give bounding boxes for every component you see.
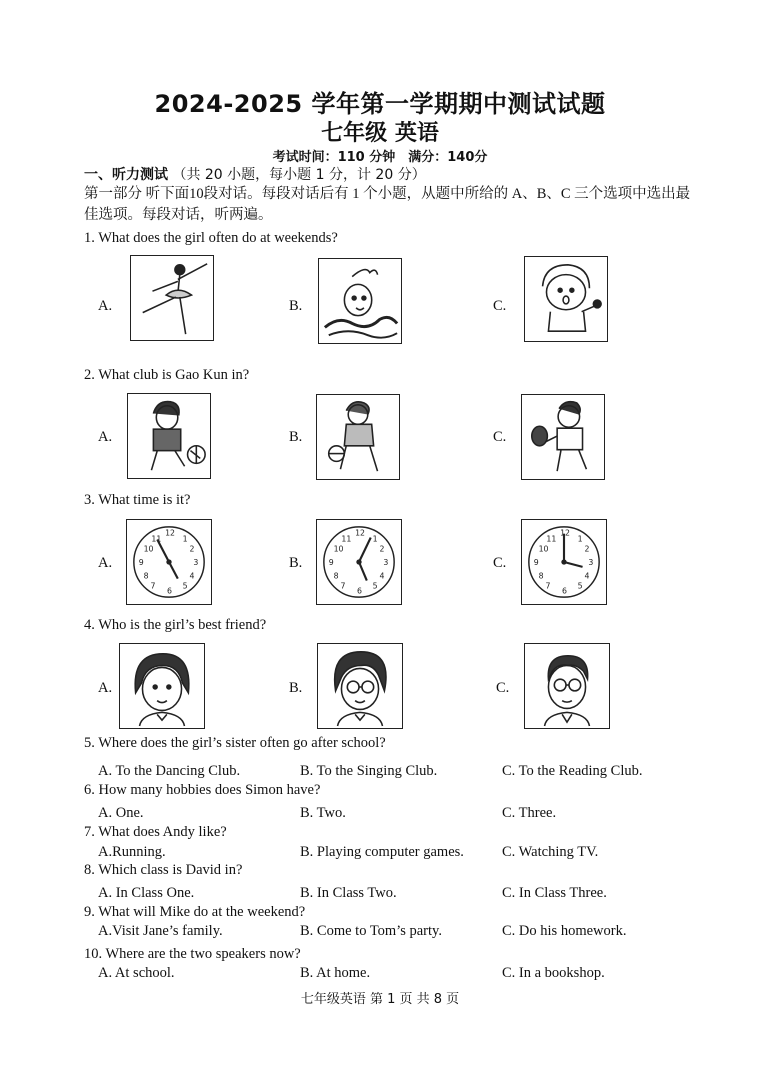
question-7: 7. What does Andy like? xyxy=(84,824,227,840)
option-label: A. xyxy=(98,298,113,314)
svg-text:11: 11 xyxy=(151,534,162,544)
option-c: C. In Class Three. xyxy=(502,885,607,901)
option-c: C. In a bookshop. xyxy=(502,965,605,981)
svg-text:5: 5 xyxy=(182,581,188,591)
section-heading: 一、听力测试 xyxy=(84,167,168,183)
option-label: C. xyxy=(493,429,507,445)
boy-football-icon xyxy=(127,393,211,479)
option-label: A. xyxy=(98,555,113,571)
svg-text:2: 2 xyxy=(189,544,195,554)
svg-text:5: 5 xyxy=(577,581,583,591)
svg-text:9: 9 xyxy=(328,557,334,567)
option-c: C. Watching TV. xyxy=(502,844,599,860)
option-b: B. To the Singing Club. xyxy=(300,763,438,779)
option-b: B. Playing computer games. xyxy=(300,844,464,860)
svg-text:12: 12 xyxy=(355,528,366,538)
question-2: 2. What club is Gao Kun in? xyxy=(84,367,250,383)
option-label: C. xyxy=(493,298,507,314)
svg-text:3: 3 xyxy=(193,557,199,567)
question-3: 3. What time is it? xyxy=(84,492,191,508)
svg-text:3: 3 xyxy=(383,557,389,567)
option-a: A. In Class One. xyxy=(98,885,195,901)
option-a: A.Running. xyxy=(98,844,166,860)
option-b: B. In Class Two. xyxy=(300,885,397,901)
svg-text:3: 3 xyxy=(588,557,594,567)
svg-text:7: 7 xyxy=(545,581,551,591)
option-label: B. xyxy=(289,555,303,571)
clock-icon xyxy=(521,519,607,605)
clock-icon xyxy=(126,519,212,605)
page-footer: 七年级英语 第 1 页 共 8 页 xyxy=(300,992,460,1007)
option-label: A. xyxy=(98,680,113,696)
option-label: A. xyxy=(98,429,113,445)
svg-text:11: 11 xyxy=(341,534,352,544)
option-label: C. xyxy=(496,680,510,696)
question-1: 1. What does the girl often do at weekends? xyxy=(84,230,338,246)
section-note: （共 20 小题，每小题 1 分，计 20 分） xyxy=(172,167,426,183)
svg-text:10: 10 xyxy=(143,544,154,554)
option-c: C. Do his homework. xyxy=(502,923,627,939)
svg-text:10: 10 xyxy=(538,544,549,554)
svg-text:6: 6 xyxy=(167,586,173,596)
svg-text:9: 9 xyxy=(533,557,539,567)
svg-text:4: 4 xyxy=(189,571,195,581)
svg-text:2: 2 xyxy=(379,544,385,554)
question-4: 4. Who is the girl’s best friend? xyxy=(84,617,267,633)
swimming-girl-icon xyxy=(318,258,402,344)
svg-text:6: 6 xyxy=(357,586,363,596)
option-a: A.Visit Jane’s family. xyxy=(98,923,223,939)
svg-text:8: 8 xyxy=(538,571,544,581)
question-9: 9. What will Mike do at the weekend? xyxy=(84,904,306,920)
svg-text:12: 12 xyxy=(165,528,176,538)
question-6: 6. How many hobbies does Simon have? xyxy=(84,782,321,798)
svg-text:6: 6 xyxy=(562,586,568,596)
option-label: B. xyxy=(289,680,303,696)
svg-text:4: 4 xyxy=(584,571,590,581)
svg-text:1: 1 xyxy=(182,534,188,544)
svg-text:7: 7 xyxy=(340,581,346,591)
option-a: A. To the Dancing Club. xyxy=(98,763,241,779)
boy-table-tennis-icon xyxy=(521,394,605,480)
girl-singing-icon xyxy=(524,256,608,342)
option-a: A. At school. xyxy=(98,965,175,981)
boy-basketball-icon xyxy=(316,394,400,480)
ballet-dancer-icon xyxy=(130,255,214,341)
exam-info: 考试时间：110 分钟 满分：140分 xyxy=(272,150,488,165)
option-b: B. Come to Tom’s party. xyxy=(300,923,442,939)
svg-text:1: 1 xyxy=(577,534,583,544)
svg-text:8: 8 xyxy=(143,571,149,581)
svg-text:1: 1 xyxy=(372,534,378,544)
clock-icon xyxy=(316,519,402,605)
option-b: B. At home. xyxy=(300,965,371,981)
option-label: C. xyxy=(493,555,507,571)
svg-text:11: 11 xyxy=(546,534,557,544)
svg-text:7: 7 xyxy=(150,581,156,591)
option-label: B. xyxy=(289,429,303,445)
svg-text:12: 12 xyxy=(560,528,571,538)
section-instructions: 第一部分 听下面10段对话。每段对话后有 1 个小题，从题中所给的 A、B、C 三个选项中选出最佳选项。每段对话，听两遍。 xyxy=(84,186,691,223)
svg-text:4: 4 xyxy=(379,571,385,581)
option-c: C. Three. xyxy=(502,805,557,821)
exam-subtitle: 七年级 英语 xyxy=(321,121,439,146)
section-heading-line xyxy=(84,164,426,184)
boy-glasses-portrait-icon xyxy=(524,643,610,729)
svg-text:5: 5 xyxy=(372,581,378,591)
svg-text:2: 2 xyxy=(584,544,590,554)
question-5: 5. Where does the girl’s sister often go after school? xyxy=(84,735,386,751)
girl-portrait-icon xyxy=(119,643,205,729)
option-c: C. To the Reading Club. xyxy=(502,763,643,779)
exam-title: 2024-2025 学年第一学期期中测试试题 xyxy=(154,90,606,118)
svg-text:10: 10 xyxy=(333,544,344,554)
question-10: 10. Where are the two speakers now? xyxy=(84,946,301,962)
svg-text:9: 9 xyxy=(138,557,144,567)
svg-text:8: 8 xyxy=(333,571,339,581)
question-8: 8. Which class is David in? xyxy=(84,862,243,878)
girl-glasses-portrait-icon xyxy=(317,643,403,729)
option-a: A. One. xyxy=(98,805,144,821)
option-label: B. xyxy=(289,298,303,314)
option-b: B. Two. xyxy=(300,805,346,821)
